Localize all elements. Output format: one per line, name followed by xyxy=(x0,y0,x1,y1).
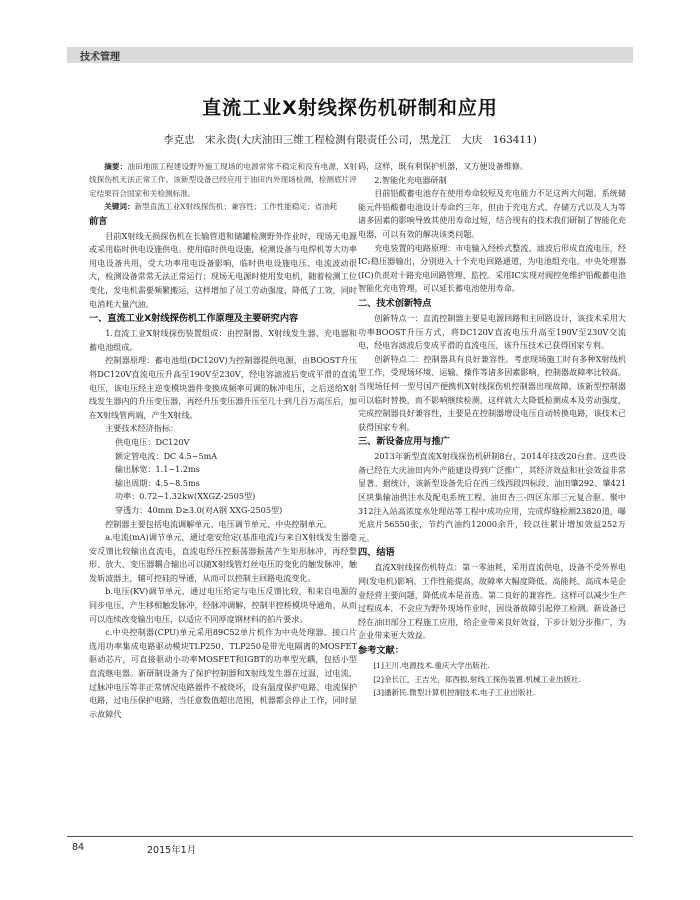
heading-section-2: 二、技术创新特点 xyxy=(358,297,432,309)
reference-item: [2]余长江，王吉光，郑西振.射线工探伤装置.机械工业出版社. xyxy=(373,674,582,684)
heading-section-1: 一、直流工业X射线探伤机工作原理及主要研究内容 xyxy=(89,313,299,325)
paragraph: 控制器主要包括电流调解单元、电压调节单元、中央控制单元。 xyxy=(105,518,332,529)
keywords-label: 关键词： xyxy=(104,202,135,212)
spec-line: 额定管电流：DC 4.5~5mA xyxy=(115,450,218,461)
section-header-band xyxy=(67,47,633,63)
heading-section-3: 三、新设备应用与推广 xyxy=(358,436,450,448)
paragraph: b.电压(KV)调节单元，通过电压给定与电压反馈比较，和来自电源的同步电压，产生移相触发脉冲，经脉冲调解，控制半控桥模块导通角，从而可以连续改变输出电压，以适应不同厚度钢材料的拍片要求。 xyxy=(89,586,357,624)
paragraph: 控制器原理：蓄电池组(DC120V)为控制器提供电源，由BOOST升压将DC120V直流电压升高至190V至230V，经电容滤波后变成平滑的直流电压，该电压经主逆变模块器件变换成频率可调的脉冲电压，之后送给X射线发生器内的升压变压器，再经升压变压器升压至几十到几百万高压后，加在X射线管两端，产生X射线。 xyxy=(89,355,357,420)
issue-date: 2015年1月 xyxy=(147,845,197,856)
keywords xyxy=(89,200,357,213)
reference-item: [3]潘新民.微型计算机控制技术.电子工业出版社. xyxy=(373,688,536,698)
reference-item: [1]王川.电源技术.重庆大学出版社. xyxy=(373,661,490,670)
paragraph: 充电装置的电路原理：市电输入经桥式整流、滤波后形成直流电压，经IC₁稳压器输出，分别进入十个充电回路通道，为电池组充电。中央处理器(IC)负责对十路充电回路管理、监控。采用IC实现对阀控免维护铅酸蓄电池智能化充电管理，可以延长蓄电池使用寿命。 xyxy=(358,242,626,294)
spec-line: 输出周期：4.5~8.5ms xyxy=(115,477,200,488)
left-column xyxy=(89,160,357,721)
paragraph: a.电流(mA)调节单元，通过毫安给定(基准电流)与来自X射线发生器毫安反馈比较输出直流电，直流电经压控振荡器振荡产生矩形脉冲，再经整形、放大、变压器耦合输出可以随X射线管灯丝电压的变化的触发脉冲，触发斩波器主，辅可控硅的导通，从而可以控制主回路电流变化。 xyxy=(89,532,357,583)
heading-references: 参考文献： xyxy=(358,645,404,656)
spec-line: 输出脉宽：1.1~1.2ms xyxy=(115,464,200,475)
spec-intro: 主要技术经济指标： xyxy=(105,423,179,434)
abstract xyxy=(89,160,357,200)
footer-divider xyxy=(67,836,633,837)
paragraph: 2013年新型直流X射线探伤机研制8台，2014年技改20台套。这些设备已经在大庆油田内外产能建设得到广泛推广，其经济效益和社会效益非常显著。据统计，该新型设备先后在西三线西段四标段、油田肇292、肇421区块集输油供注水及配电系统工程、油田杏三-四区东部三元复合驱、聚中312注入站高浓度水处理站等工程中成功应用，完成焊缝检测23820道，曝光底片56550张，节约汽油约12000余升，较以往累计增加效益252万元。 xyxy=(358,451,626,543)
paragraph: 创新特点一：直流控制器主要是电源回路和主回路设计，该技术采用大功率BOOST升压方式，将DC120V直流电压升高至190V至230V交流电，经电容滤波后变成平滑的直流电压，该升压技术已获得国家专利。 xyxy=(358,312,626,351)
keywords-text: 新型直流工业X射线探伤机；兼容性；工作性能稳定；省油耗 xyxy=(134,202,338,212)
section-label: 技术管理 xyxy=(80,52,120,63)
heading-section-4: 四、结语 xyxy=(358,547,395,559)
heading-preface: 前言 xyxy=(89,215,108,227)
page-number: 84 xyxy=(72,842,85,853)
paragraph: 创新特点二：控制器具有良好兼容性。考虑现场施工时有多种X射线机型工作，受现场环境、运输、操作等诸多因素影响，控制器故障率比较高。当现场任何一型号国产便携机X射线探伤机控制器出现故障，该新型控制器可以临时替换，而不影响继续检测，这样就大大降低检测成本及劳动强度，完成控制器良好兼容性，主要是在控制器增设电压自动转换电路，该技术已获得国家专利。 xyxy=(358,353,626,432)
article-title: 直流工业X射线探伤机研制和应用 xyxy=(202,97,498,119)
article-authors: 李克忠 宋永贵(大庆油田三维工程检测有限责任公司，黑龙江 大庆 163411) xyxy=(163,134,537,146)
right-column xyxy=(358,160,626,700)
subheading: 2.智能化充电器研制 xyxy=(374,174,447,185)
paragraph: 目前铅酸蓄电池存在使用寿命较短及充电能力不足这两大问题。系统储能元件铅酸蓄电池设计寿命约三年，但由于充电方式、存储方式以及人为等诸多因素的影响导致其使用寿命过短，结合现有的技术我们研制了智能化充电器，可以有效的解决该类问题。 xyxy=(358,188,626,239)
spec-line: 穿透力：40mm D≥3.0(对A钢 XXG-2505型) xyxy=(115,504,283,515)
paragraph: 码，这样，既有利保护机器，又方便设备维修。 xyxy=(358,161,528,171)
page-footer xyxy=(72,842,197,856)
abstract-label: 摘要： xyxy=(104,162,128,171)
reference-list xyxy=(358,659,626,700)
abstract-text: 油田地面工程建设野外施工现场的电源常常不稳定和没有电源，X射线探伤机无法正常工作。该新型设备已经应用于油田内外现场检测，检测底片评定结果符合国家和关检测标准。 xyxy=(89,162,358,198)
spec-line: 功率：0.72~1.32kw(XXGZ-2505型) xyxy=(115,491,256,502)
spec-line: 供电电压：DC120V xyxy=(115,436,190,447)
paragraph: 直流X射线探伤机特点：第一零油耗，采用直流供电，设备不受外界电网(发电机)影响，工作性能提高，故障率大幅度降低。高能耗、高成本是企业经营主要问题，降低成本是首选。第二良好的兼容性。这样可以减少生产过程成本，不会应为野外现场作业时，因设备故障引起停工检测。新设备已经在油田部分工程施工应用，给企业带来良好效益，下步计划分步推广，为企业带来更大效益。 xyxy=(358,562,626,641)
paragraph: c.中央控制器(CPU)单元采用89C52单片机作为中央处理器，接口片选用功率集成电路驱动模块TLP250、TLP250是带光电隔离的MOSFET驱动芯片，可直接驱动小功率MOSFET和IGBT的功率型光耦，包括小型直流继电器。新研制设备为了保护控制器和X射线发生器在过温，过电流，过脉冲电压等非正常情况电路器件不被烧坏，设有温度保护电路、电流保护电路，过电压保护电路，当任意数值超出范围，机器都会停止工作，同时显示故障代 xyxy=(89,627,357,719)
paragraph: 目前X射线无损探伤机在长输管道和储罐检测野外作业时，现场无电源或采用临时供电设施供电。使用临时供电设施，检测设备与电焊机等大功率用电设备共用，受大功率用电设备影响，临时供电设施电压、电流波动很大，检测设备常常无法正常运行；现场无电源时使用发电机，随着检测工位变化，发电机需要频繁搬运，这样增加了员工劳动强度，降低了工效，同时电消耗大量汽油。 xyxy=(89,230,357,309)
paragraph: 1.直流工业X射线探伤装置组成：由控制器、X射线发生器、充电器和蓄电池组成。 xyxy=(89,328,357,352)
